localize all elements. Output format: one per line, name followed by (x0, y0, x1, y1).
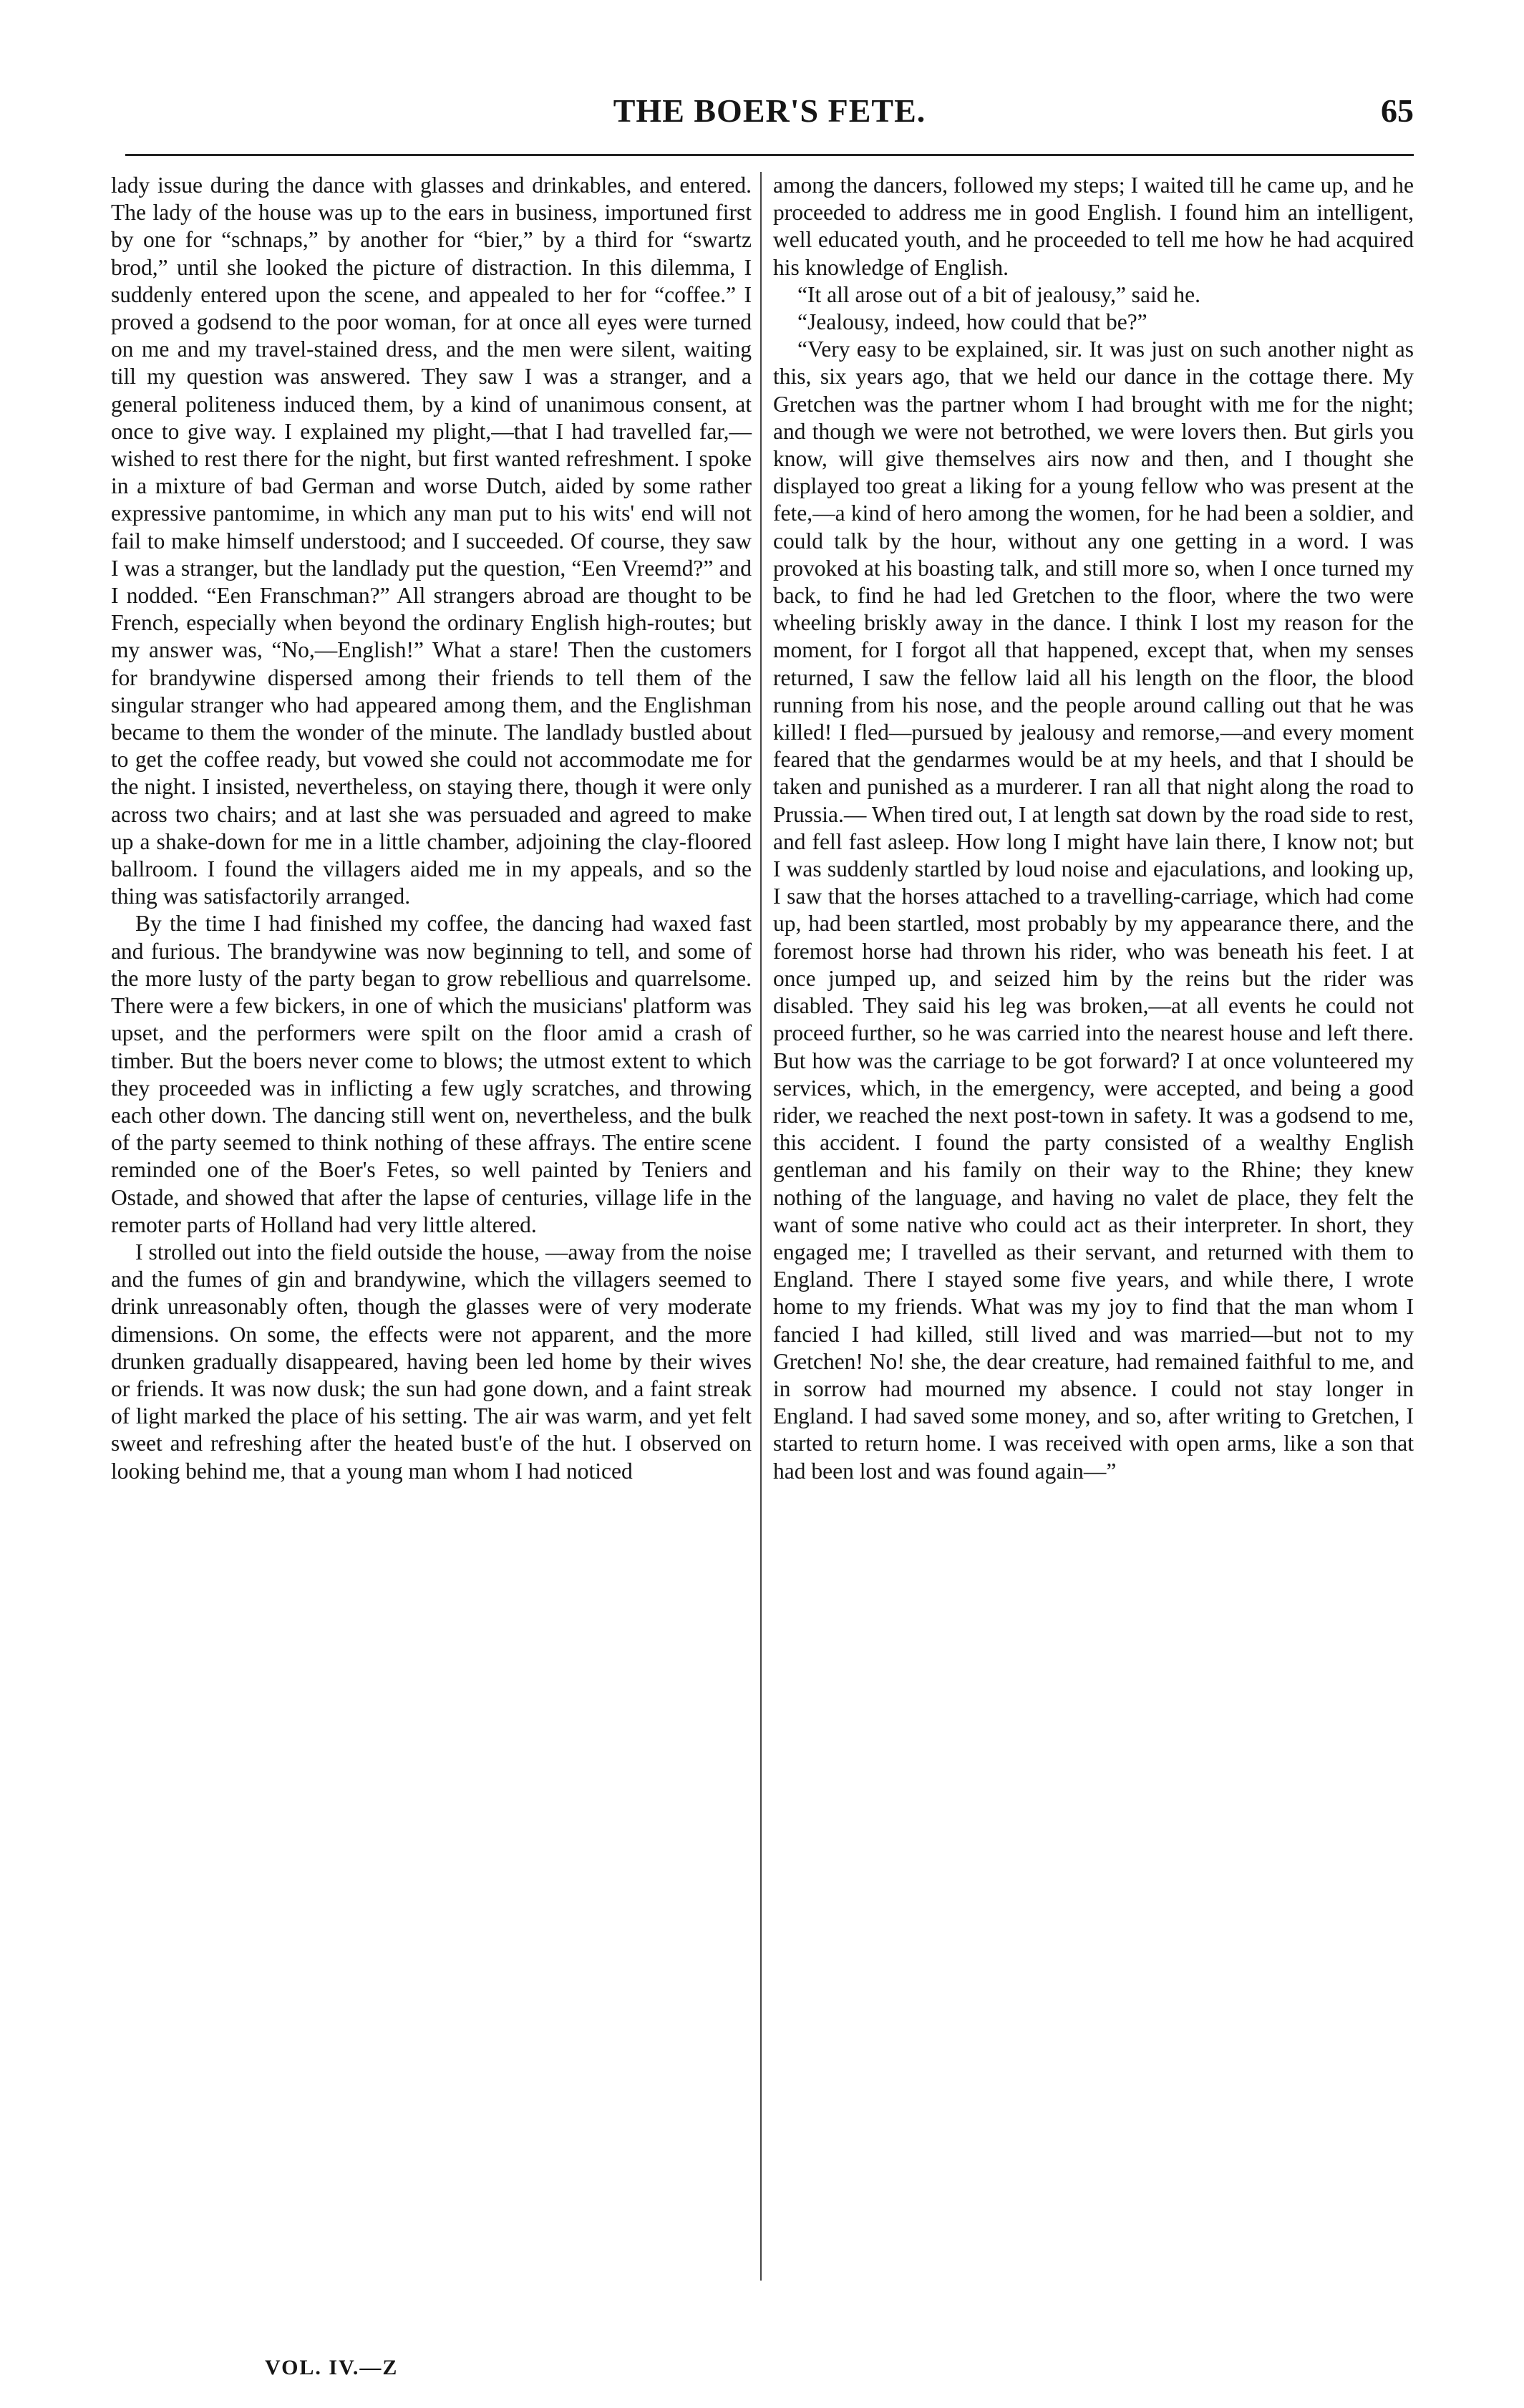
right-paragraph-4: “Very easy to be explained, sir. It was just on such another night as this, six years ago, that we held our dance in the cottage there. My Gretchen was the partner whom I had brought with me for the night; and though we were not betrothed, we were lovers then. But girls you know, will give themselves airs now and then, and I thought she displayed too great a liking for a young fellow who was present at the fete,—a kind of hero among the women, for he had been a soldier, and could talk by the hour, without any one getting in a word. I was provoked at his boasting talk, and still more so, when I once turned my back, to find he had led Gretchen to the floor, where the two were wheeling briskly away in the dance. I think I lost my reason for the moment, for I forgot all that happened, except that, when my senses returned, I saw the fellow laid all his length on the floor, the blood running from his nose, and the people around calling out that he was killed! I fled—pursued by jealousy and remorse,—and every moment feared that the gendarmes would be at my heels, and that I should be taken and punished as a murderer. I ran all that night along the road to Prussia.— When tired out, I at length sat down by the road side to rest, and fell fast asleep. How long I might have lain there, I know not; but I was suddenly startled by loud noise and ejaculations, and looking up, I saw that the horses attached to a travelling-carriage, which had come up, had been startled, most probably by my appearance there, and the foremost horse had thrown his rider, who was beneath his feet. I at once jumped up, and seized him by the reins but the rider was disabled. They said his leg was broken,—at all events he could not proceed further, so he was carried into the nearest house and left there. But how was the carriage to be got forward? I at once volunteered my services, which, in the emergency, were accepted, and being a good rider, we reached the next post-town in safety. It was a godsend to me, this accident. I found the party consisted of a wealthy English gentleman and his family on their way to the Rhine; they knew nothing of the language, and having no valet de place, they felt the want of some native who could act as their interpreter. In short, they engaged me; I travelled as their servant, and returned with them to England. There I stayed some five years, and while there, I wrote home to my friends. What was my joy to find that the man whom I fancied I had killed, still lived and was married—but not to my Gretchen! No! she, the dear creature, had remained faithful to me, and in sorrow had mourned my absence. I could not stay longer in England. I had saved some money, and so, after writing to Gretchen, I started to return home. I was received with open arms, like a son that had been lost and was found again—” (773, 337, 1414, 1484)
signature-mark: VOL. IV.—Z (265, 2356, 399, 2379)
right-column (773, 172, 1414, 1485)
left-paragraph-2: By the time I had finished my coffee, the dancing had waxed fast and furious. The brandywine was now beginning to tell, and some of the more lusty of the party began to grow rebellious and quarrelsome. There were a few bickers, in one of which the musicians' platform was upset, and the performers were spilt on the floor amid a crash of timber. But the boers never come to blows; the utmost extent to which they proceeded was in inflicting a few ugly scratches, and throwing each other down. The dancing still went on, nevertheless, and the bulk of the party seemed to think nothing of these affrays. The entire scene reminded one of the Boer's Fetes, so well painted by Teniers and Ostade, and showed that after the lapse of centuries, village life in the remoter parts of Holland had very little altered. (111, 911, 752, 1237)
page-number: 65 (1381, 92, 1414, 129)
running-head (125, 92, 1414, 142)
running-title: THE BOER'S FETE. (613, 92, 926, 129)
left-column (111, 172, 752, 1485)
column-divider (760, 172, 762, 2281)
right-paragraph-3: “Jealousy, indeed, how could that be?” (797, 309, 1147, 335)
left-paragraph-1: lady issue during the dance with glasses and drinkables, and entered. The lady of the house was up to the ears in business, importuned first by one for “schnaps,” by another for “bier,” by a third for “swartz brod,” until she looked the picture of distraction. In this dilemma, I suddenly entered upon the scene, and appealed to her for “coffee.” I proved a godsend to the poor woman, for at once all eyes were turned on me and my travel-stained dress, and the men were silent, waiting till my question was answered. They saw I was a stranger, and a general politeness induced them, by a kind of unanimous consent, at once to give way. I explained my plight,—that I had travelled far,—wished to rest there for the night, but first wanted refreshment. I spoke in a mixture of bad German and worse Dutch, aided by some rather expressive pantomime, in which any man put to his wits' end will not fail to make himself understood; and I succeeded. Of course, they saw I was a stranger, but the landlady put the question, “Een Vreemd?” and I nodded. “Een Franschman?” All strangers abroad are thought to be French, especially when beyond the ordinary English high-routes; but my answer was, “No,—English!” What a stare! Then the customers for brandywine dispersed among their friends to tell them of the singular stranger who had appeared among them, and the Englishman became to them the wonder of the minute. The landlady bustled about to get the coffee ready, but vowed she could not accommodate me for the night. I insisted, nevertheless, on staying there, though it were only across two chairs; and at last she was persuaded and agreed to make up a shake-down for me in a little chamber, adjoining the clay-floored ballroom. I found the villagers aided me in my appeals, and so the thing was satisfactorily arranged. (111, 173, 752, 909)
left-paragraph-3: I strolled out into the field outside the house, —away from the noise and the fumes of gin and brandywine, which the villagers seemed to drink unreasonably often, though the glasses were of very moderate dimensions. On some, the effects were not apparent, and the more drunken gradually disappeared, having been led home by their wives or friends. It was now dusk; the sun had gone down, and a faint streak of light marked the place of his setting. The air was warm, and yet felt sweet and refreshing after the heated bust'e of the hut. I observed on looking behind me, that a young man whom I had noticed (111, 1239, 752, 1484)
right-paragraph-2: “It all arose out of a bit of jealousy,” said he. (797, 281, 1201, 307)
header-rule (125, 154, 1414, 156)
right-paragraph-1: among the dancers, followed my steps; I waited till he came up, and he proceeded to address me in good English. I found him an intelligent, well educated youth, and he proceeded to tell me how he had acquired his knowledge of English. (773, 173, 1414, 280)
